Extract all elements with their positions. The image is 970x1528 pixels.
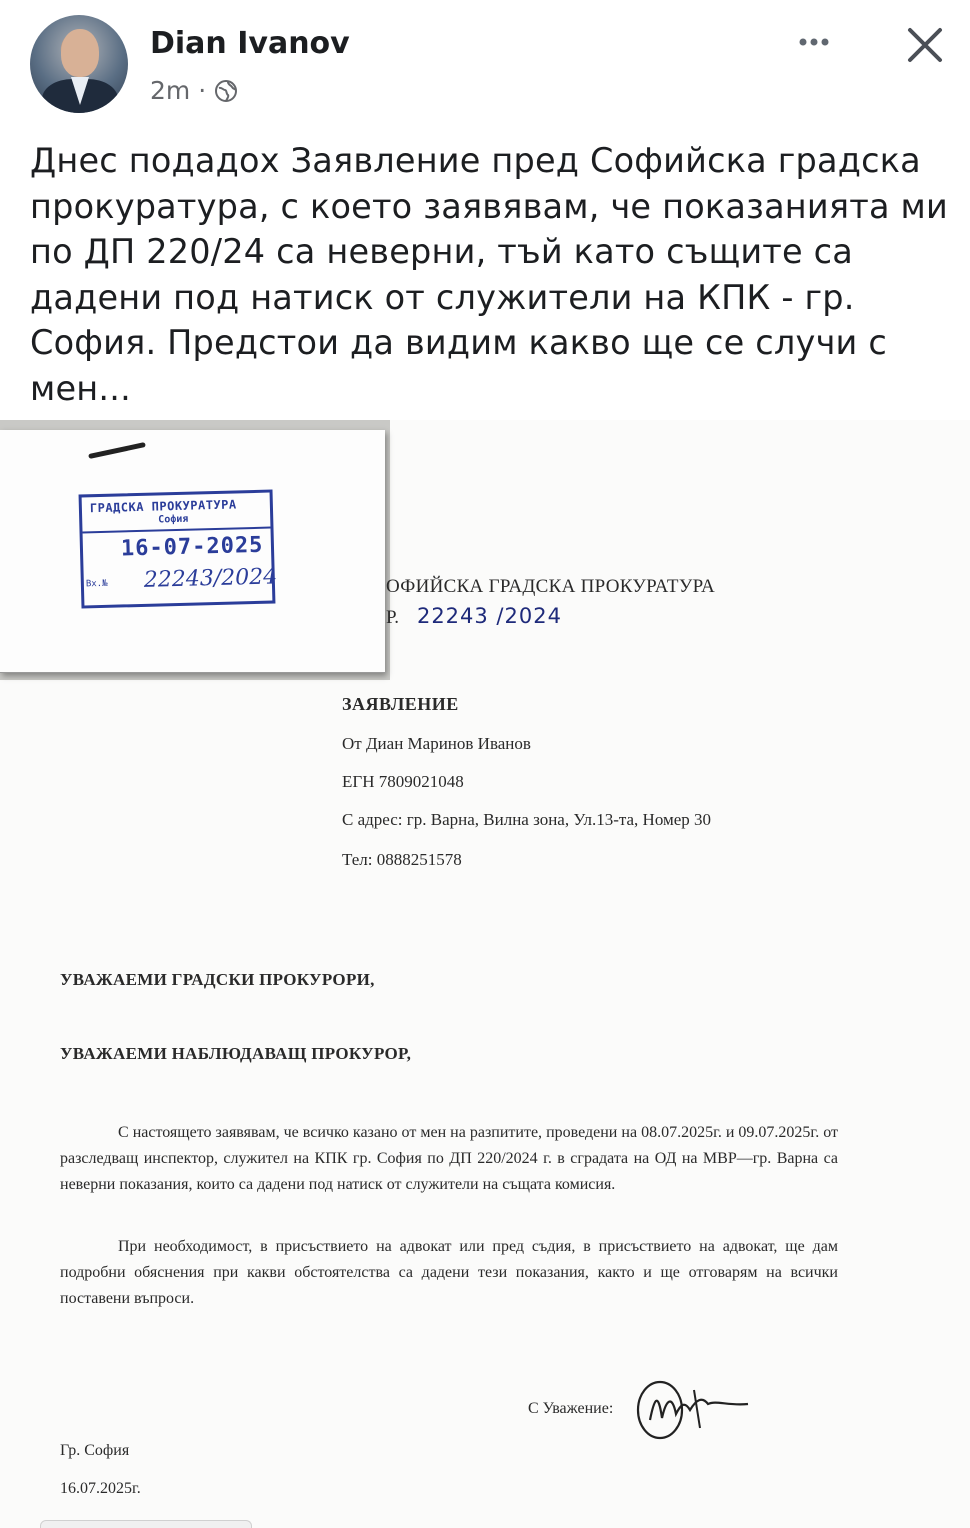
signature xyxy=(624,1370,764,1450)
more-horizontal-icon xyxy=(794,22,834,62)
avatar[interactable] xyxy=(30,15,128,113)
doc-organization: ОФИЙСКА ГРАДСКА ПРОКУРАТУРА xyxy=(386,576,716,597)
doc-title: ЗАЯВЛЕНИЕ xyxy=(342,694,459,714)
post-time[interactable]: 2m xyxy=(150,76,191,105)
doc-paragraph-2: При необходимост, в присъствието на адвокат или пред съдия, в присъствието на адвокат, ще дам подробни обяснения при какви обстоятелства са дадени тези показания, както и ще отговарям на всички поставени въпроси. xyxy=(60,1238,838,1307)
doc-phone: Тел: 0888251578 xyxy=(342,850,462,869)
post-text: Днес подадох Заявление пред Софийска градска прокуратура, с което заявявам, че показанията ми по ДП 220/24 са неверни, тъй като същите са дадени под натиск от служители на КПК - гр. София. Предстои да видим какво ще се случи с мен... xyxy=(30,141,948,408)
doc-egn: ЕГН 7809021048 xyxy=(342,772,464,791)
document-image[interactable] xyxy=(0,420,970,1528)
doc-address: С адрес: гр. Варна, Вилна зона, Ул.13-та, Номер 30 xyxy=(342,810,712,829)
globe-icon xyxy=(214,79,238,103)
author-name[interactable]: Dian Ivanov xyxy=(150,26,350,61)
doc-salutation-2: УВАЖАЕМИ НАБЛЮДАВАЩ ПРОКУРОР, xyxy=(60,1044,412,1063)
doc-salutation-1: УВАЖАЕМИ ГРАДСКИ ПРОКУРОРИ, xyxy=(60,970,375,989)
doc-city: Гр. София xyxy=(60,1442,130,1459)
post-meta xyxy=(150,76,238,105)
registration-stamp: ГРАДСКА ПРОКУРАТУРА София 16-07-2025 Вх.№ 22243/2024 xyxy=(79,489,276,608)
doc-sign-label: С Уважение: xyxy=(528,1400,614,1417)
post-header xyxy=(0,0,970,130)
close-icon xyxy=(900,20,950,70)
doc-from: От Диан Маринов Иванов xyxy=(342,734,531,753)
bottom-tab xyxy=(40,1520,252,1528)
close-button[interactable] xyxy=(900,20,950,70)
meta-separator: · xyxy=(198,76,207,105)
stamp-paper xyxy=(0,430,385,673)
doc-registration: Р. 22243 /2024 xyxy=(386,604,562,628)
more-options-button[interactable] xyxy=(794,22,834,62)
doc-paragraph-1: С настоящето заявявам, че всичко казано от мен на разпитите, проведени на 08.07.2025г. и 09.07.2025г. от разследващ инспектор, служител на КПК гр. София по ДП 220/2024 г. в сградата на ОД на МВР—гр. Варна са неверни показания, които са дадени под натиск от служители на същата комисия. xyxy=(60,1124,838,1193)
doc-date: 16.07.2025г. xyxy=(60,1480,141,1497)
